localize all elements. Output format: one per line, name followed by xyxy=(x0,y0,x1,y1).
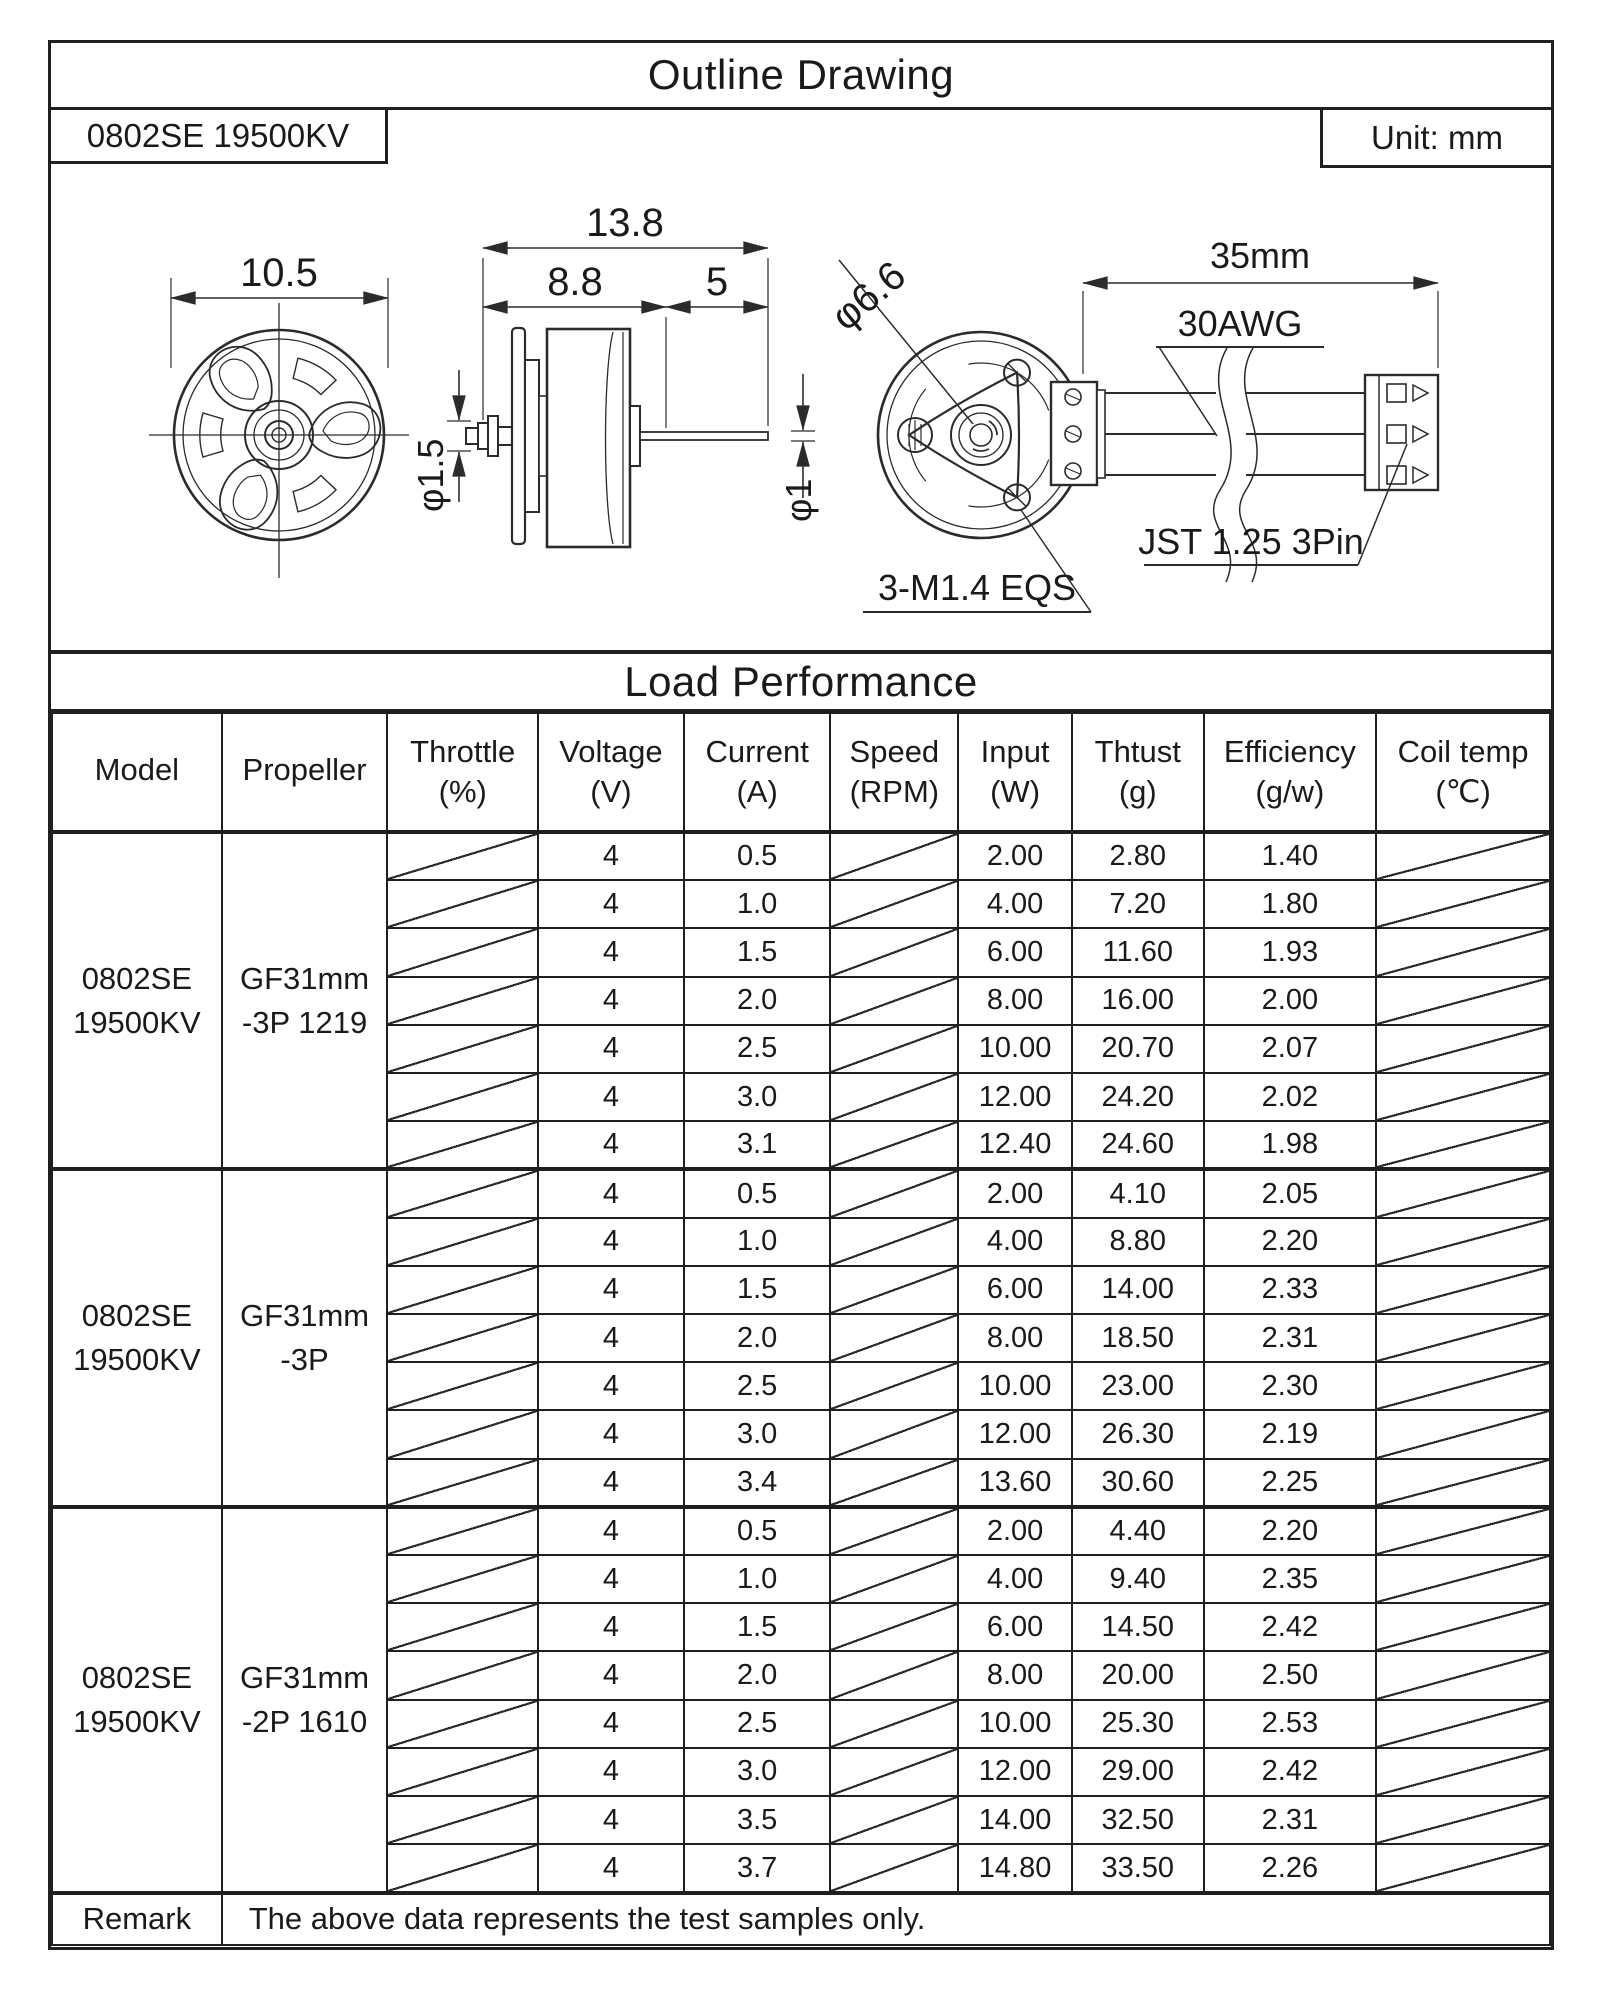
col-header-propeller: Propeller xyxy=(222,713,388,832)
col-header-throttle: Throttle (%) xyxy=(387,713,538,832)
sheet-frame xyxy=(48,40,1554,1950)
cell-efficiency: 2.42 xyxy=(1204,1603,1377,1651)
dim-shaft-length: 5 xyxy=(705,260,729,304)
cell-throttle-blank xyxy=(387,1651,538,1699)
cell-coiltemp-blank xyxy=(1376,1507,1550,1555)
cell-speed-blank xyxy=(830,1507,958,1555)
cell-voltage: 4 xyxy=(538,1073,684,1121)
cell-voltage: 4 xyxy=(538,1555,684,1603)
cell-coiltemp-blank xyxy=(1376,1266,1550,1314)
front-view xyxy=(149,251,409,578)
cell-throttle-blank xyxy=(387,1121,538,1169)
cell-coiltemp-blank xyxy=(1376,1651,1550,1699)
cell-speed-blank xyxy=(830,1218,958,1266)
cell-coiltemp-blank xyxy=(1376,1025,1550,1073)
cell-efficiency: 2.20 xyxy=(1204,1507,1377,1555)
cell-throttle-blank xyxy=(387,1459,538,1507)
cell-voltage: 4 xyxy=(538,1410,684,1458)
dim-front-width: 10.5 xyxy=(240,251,318,295)
cell-speed-blank xyxy=(830,1748,958,1796)
cell-efficiency: 2.25 xyxy=(1204,1459,1377,1507)
cell-efficiency: 2.53 xyxy=(1204,1700,1377,1748)
cell-voltage: 4 xyxy=(538,1748,684,1796)
model-label: 0802SE 19500KV xyxy=(86,116,350,154)
remark-row xyxy=(52,1893,1550,1945)
cell-input: 12.00 xyxy=(958,1073,1072,1121)
cell-model: 0802SE 19500KV xyxy=(52,832,222,1169)
cell-throttle-blank xyxy=(387,1700,538,1748)
cell-input: 2.00 xyxy=(958,1507,1072,1555)
cell-coiltemp-blank xyxy=(1376,1700,1550,1748)
cell-voltage: 4 xyxy=(538,1025,684,1073)
cell-current: 3.7 xyxy=(684,1844,831,1892)
remark-label: Remark xyxy=(52,1893,222,1945)
cell-current: 0.5 xyxy=(684,1169,831,1217)
cell-current: 2.0 xyxy=(684,1314,831,1362)
cell-coiltemp-blank xyxy=(1376,1073,1550,1121)
load-performance-title: Load Performance xyxy=(51,650,1551,712)
cell-thrust: 24.60 xyxy=(1072,1121,1204,1169)
cell-thrust: 14.00 xyxy=(1072,1266,1204,1314)
cell-input: 13.60 xyxy=(958,1459,1072,1507)
cell-speed-blank xyxy=(830,1844,958,1892)
cell-voltage: 4 xyxy=(538,1266,684,1314)
cell-throttle-blank xyxy=(387,1796,538,1844)
cell-speed-blank xyxy=(830,1073,958,1121)
cell-coiltemp-blank xyxy=(1376,1603,1550,1651)
cell-coiltemp-blank xyxy=(1376,1314,1550,1362)
cell-thrust: 8.80 xyxy=(1072,1218,1204,1266)
cell-voltage: 4 xyxy=(538,1796,684,1844)
cell-input: 14.80 xyxy=(958,1844,1072,1892)
cell-thrust: 2.80 xyxy=(1072,832,1204,880)
table-row xyxy=(52,832,1550,880)
cell-input: 8.00 xyxy=(958,1651,1072,1699)
cell-throttle-blank xyxy=(387,1748,538,1796)
remark-text: The above data represents the test samples only. xyxy=(222,1893,1550,1945)
dim-wire-length: 35mm xyxy=(1209,235,1311,276)
cell-coiltemp-blank xyxy=(1376,1410,1550,1458)
label-connector: JST 1.25 3Pin xyxy=(1138,521,1364,562)
cell-throttle-blank xyxy=(387,928,538,976)
cell-throttle-blank xyxy=(387,1218,538,1266)
cell-coiltemp-blank xyxy=(1376,1121,1550,1169)
header-row xyxy=(52,713,1550,832)
cell-voltage: 4 xyxy=(538,1507,684,1555)
cell-throttle-blank xyxy=(387,1362,538,1410)
dim-left-shaft-diameter: φ1.5 xyxy=(410,438,451,512)
cell-throttle-blank xyxy=(387,832,538,880)
cell-voltage: 4 xyxy=(538,1844,684,1892)
cell-current: 1.0 xyxy=(684,1218,831,1266)
cell-voltage: 4 xyxy=(538,1169,684,1217)
dim-hub-diameter: φ6.6 xyxy=(823,252,915,340)
cell-thrust: 11.60 xyxy=(1072,928,1204,976)
cell-thrust: 20.00 xyxy=(1072,1651,1204,1699)
table-row xyxy=(52,1169,1550,1217)
motor-wires xyxy=(1105,393,1365,475)
cell-input: 2.00 xyxy=(958,1169,1072,1217)
cell-thrust: 29.00 xyxy=(1072,1748,1204,1796)
cell-current: 1.0 xyxy=(684,880,831,928)
cell-voltage: 4 xyxy=(538,1121,684,1169)
cell-efficiency: 2.50 xyxy=(1204,1651,1377,1699)
col-header-model: Model xyxy=(52,713,222,832)
cell-input: 6.00 xyxy=(958,1266,1072,1314)
cell-input: 8.00 xyxy=(958,977,1072,1025)
cell-speed-blank xyxy=(830,1796,958,1844)
outline-drawing-title: Outline Drawing xyxy=(51,43,1551,110)
unit-label: Unit: mm xyxy=(1371,118,1503,156)
cell-coiltemp-blank xyxy=(1376,1748,1550,1796)
col-header-coiltemp: Coil temp (℃) xyxy=(1376,713,1550,832)
cell-speed-blank xyxy=(830,1700,958,1748)
cell-propeller: GF31mm -3P xyxy=(222,1169,388,1506)
cell-current: 2.5 xyxy=(684,1700,831,1748)
cell-speed-blank xyxy=(830,1266,958,1314)
cell-input: 4.00 xyxy=(958,1555,1072,1603)
cell-current: 0.5 xyxy=(684,832,831,880)
cell-efficiency: 2.05 xyxy=(1204,1169,1377,1217)
cell-throttle-blank xyxy=(387,977,538,1025)
cell-current: 3.4 xyxy=(684,1459,831,1507)
cell-voltage: 4 xyxy=(538,1459,684,1507)
cell-voltage: 4 xyxy=(538,1362,684,1410)
cell-current: 2.5 xyxy=(684,1362,831,1410)
cell-thrust: 14.50 xyxy=(1072,1603,1204,1651)
cell-coiltemp-blank xyxy=(1376,1555,1550,1603)
dim-total-length: 13.8 xyxy=(586,201,664,245)
cell-model: 0802SE 19500KV xyxy=(52,1507,222,1893)
cell-current: 3.0 xyxy=(684,1748,831,1796)
cell-efficiency: 2.33 xyxy=(1204,1266,1377,1314)
cell-speed-blank xyxy=(830,1603,958,1651)
cell-throttle-blank xyxy=(387,1073,538,1121)
cell-input: 14.00 xyxy=(958,1796,1072,1844)
cell-voltage: 4 xyxy=(538,1603,684,1651)
table-row xyxy=(52,1507,1550,1555)
cell-thrust: 9.40 xyxy=(1072,1555,1204,1603)
dim-shaft-diameter: φ1 xyxy=(778,478,819,522)
cell-input: 10.00 xyxy=(958,1700,1072,1748)
cell-throttle-blank xyxy=(387,1844,538,1892)
outline-drawing-section xyxy=(51,110,1551,650)
cell-coiltemp-blank xyxy=(1376,880,1550,928)
cell-thrust: 4.40 xyxy=(1072,1507,1204,1555)
cell-coiltemp-blank xyxy=(1376,1362,1550,1410)
cell-current: 3.1 xyxy=(684,1121,831,1169)
cell-speed-blank xyxy=(830,1121,958,1169)
col-header-efficiency: Efficiency (g/w) xyxy=(1204,713,1377,832)
cell-efficiency: 2.42 xyxy=(1204,1748,1377,1796)
side-view xyxy=(410,201,819,547)
cell-throttle-blank xyxy=(387,1266,538,1314)
performance-tbody xyxy=(52,832,1550,1893)
cell-efficiency: 2.30 xyxy=(1204,1362,1377,1410)
unit-label-box xyxy=(1320,110,1551,168)
cell-thrust: 4.10 xyxy=(1072,1169,1204,1217)
model-label-box xyxy=(51,110,388,164)
cell-voltage: 4 xyxy=(538,1314,684,1362)
cell-speed-blank xyxy=(830,1651,958,1699)
cell-coiltemp-blank xyxy=(1376,977,1550,1025)
cell-input: 2.00 xyxy=(958,832,1072,880)
cell-coiltemp-blank xyxy=(1376,1218,1550,1266)
cell-thrust: 26.30 xyxy=(1072,1410,1204,1458)
cell-speed-blank xyxy=(830,1025,958,1073)
cell-speed-blank xyxy=(830,1555,958,1603)
cell-propeller: GF31mm -2P 1610 xyxy=(222,1507,388,1893)
cell-throttle-blank xyxy=(387,1410,538,1458)
cell-input: 10.00 xyxy=(958,1362,1072,1410)
cell-voltage: 4 xyxy=(538,928,684,976)
cell-voltage: 4 xyxy=(538,832,684,880)
cell-speed-blank xyxy=(830,1169,958,1217)
cell-current: 3.0 xyxy=(684,1073,831,1121)
cell-thrust: 23.00 xyxy=(1072,1362,1204,1410)
cell-thrust: 33.50 xyxy=(1072,1844,1204,1892)
cell-current: 3.0 xyxy=(684,1410,831,1458)
cell-throttle-blank xyxy=(387,1169,538,1217)
cell-speed-blank xyxy=(830,832,958,880)
cell-thrust: 7.20 xyxy=(1072,880,1204,928)
cell-speed-blank xyxy=(830,928,958,976)
cell-efficiency: 2.20 xyxy=(1204,1218,1377,1266)
cell-propeller: GF31mm -3P 1219 xyxy=(222,832,388,1169)
cell-voltage: 4 xyxy=(538,977,684,1025)
load-performance-table xyxy=(51,712,1551,1946)
cell-current: 3.5 xyxy=(684,1796,831,1844)
cell-throttle-blank xyxy=(387,1507,538,1555)
cell-thrust: 24.20 xyxy=(1072,1073,1204,1121)
cell-speed-blank xyxy=(830,977,958,1025)
cell-thrust: 16.00 xyxy=(1072,977,1204,1025)
cell-current: 1.5 xyxy=(684,1266,831,1314)
cell-input: 12.00 xyxy=(958,1748,1072,1796)
label-wire-gauge: 30AWG xyxy=(1177,303,1303,344)
cell-voltage: 4 xyxy=(538,1218,684,1266)
cell-efficiency: 2.35 xyxy=(1204,1555,1377,1603)
cell-thrust: 18.50 xyxy=(1072,1314,1204,1362)
cell-coiltemp-blank xyxy=(1376,928,1550,976)
cell-input: 8.00 xyxy=(958,1314,1072,1362)
cell-efficiency: 2.31 xyxy=(1204,1314,1377,1362)
cell-current: 2.0 xyxy=(684,977,831,1025)
cell-speed-blank xyxy=(830,1362,958,1410)
cell-input: 10.00 xyxy=(958,1025,1072,1073)
cell-speed-blank xyxy=(830,1314,958,1362)
cell-speed-blank xyxy=(830,1459,958,1507)
label-mount-screws: 3-M1.4 EQS xyxy=(877,567,1077,608)
cell-input: 12.00 xyxy=(958,1410,1072,1458)
cell-voltage: 4 xyxy=(538,880,684,928)
cell-thrust: 25.30 xyxy=(1072,1700,1204,1748)
dim-body-length: 8.8 xyxy=(547,260,603,304)
cell-coiltemp-blank xyxy=(1376,1796,1550,1844)
cell-coiltemp-blank xyxy=(1376,832,1550,880)
cell-efficiency: 2.00 xyxy=(1204,977,1377,1025)
cell-coiltemp-blank xyxy=(1376,1844,1550,1892)
cell-current: 1.0 xyxy=(684,1555,831,1603)
cell-thrust: 30.60 xyxy=(1072,1459,1204,1507)
cell-throttle-blank xyxy=(387,1555,538,1603)
cell-efficiency: 2.02 xyxy=(1204,1073,1377,1121)
cell-current: 1.5 xyxy=(684,928,831,976)
col-header-voltage: Voltage (V) xyxy=(538,713,684,832)
cell-current: 0.5 xyxy=(684,1507,831,1555)
cell-throttle-blank xyxy=(387,880,538,928)
cell-throttle-blank xyxy=(387,1603,538,1651)
cell-input: 6.00 xyxy=(958,928,1072,976)
cell-input: 4.00 xyxy=(958,1218,1072,1266)
jst-connector xyxy=(1365,375,1438,490)
cell-thrust: 20.70 xyxy=(1072,1025,1204,1073)
outline-drawing-svg xyxy=(51,110,1557,650)
cell-efficiency: 2.07 xyxy=(1204,1025,1377,1073)
cell-model: 0802SE 19500KV xyxy=(52,1169,222,1506)
cell-efficiency: 1.40 xyxy=(1204,832,1377,880)
cell-coiltemp-blank xyxy=(1376,1459,1550,1507)
cell-efficiency: 1.98 xyxy=(1204,1121,1377,1169)
cell-current: 2.5 xyxy=(684,1025,831,1073)
cell-coiltemp-blank xyxy=(1376,1169,1550,1217)
cell-efficiency: 2.26 xyxy=(1204,1844,1377,1892)
cell-speed-blank xyxy=(830,880,958,928)
col-header-speed: Speed (RPM) xyxy=(830,713,958,832)
cell-input: 12.40 xyxy=(958,1121,1072,1169)
cell-input: 4.00 xyxy=(958,880,1072,928)
cell-input: 6.00 xyxy=(958,1603,1072,1651)
cell-current: 1.5 xyxy=(684,1603,831,1651)
cell-voltage: 4 xyxy=(538,1651,684,1699)
cell-current: 2.0 xyxy=(684,1651,831,1699)
col-header-current: Current (A) xyxy=(684,713,831,832)
cell-throttle-blank xyxy=(387,1025,538,1073)
cell-efficiency: 1.93 xyxy=(1204,928,1377,976)
cell-voltage: 4 xyxy=(538,1700,684,1748)
cell-speed-blank xyxy=(830,1410,958,1458)
cell-throttle-blank xyxy=(387,1314,538,1362)
cell-efficiency: 2.31 xyxy=(1204,1796,1377,1844)
col-header-thrust: Thtust (g) xyxy=(1072,713,1204,832)
cell-efficiency: 2.19 xyxy=(1204,1410,1377,1458)
col-header-input: Input (W) xyxy=(958,713,1072,832)
rear-view xyxy=(823,235,1438,612)
cell-thrust: 32.50 xyxy=(1072,1796,1204,1844)
cell-efficiency: 1.80 xyxy=(1204,880,1377,928)
